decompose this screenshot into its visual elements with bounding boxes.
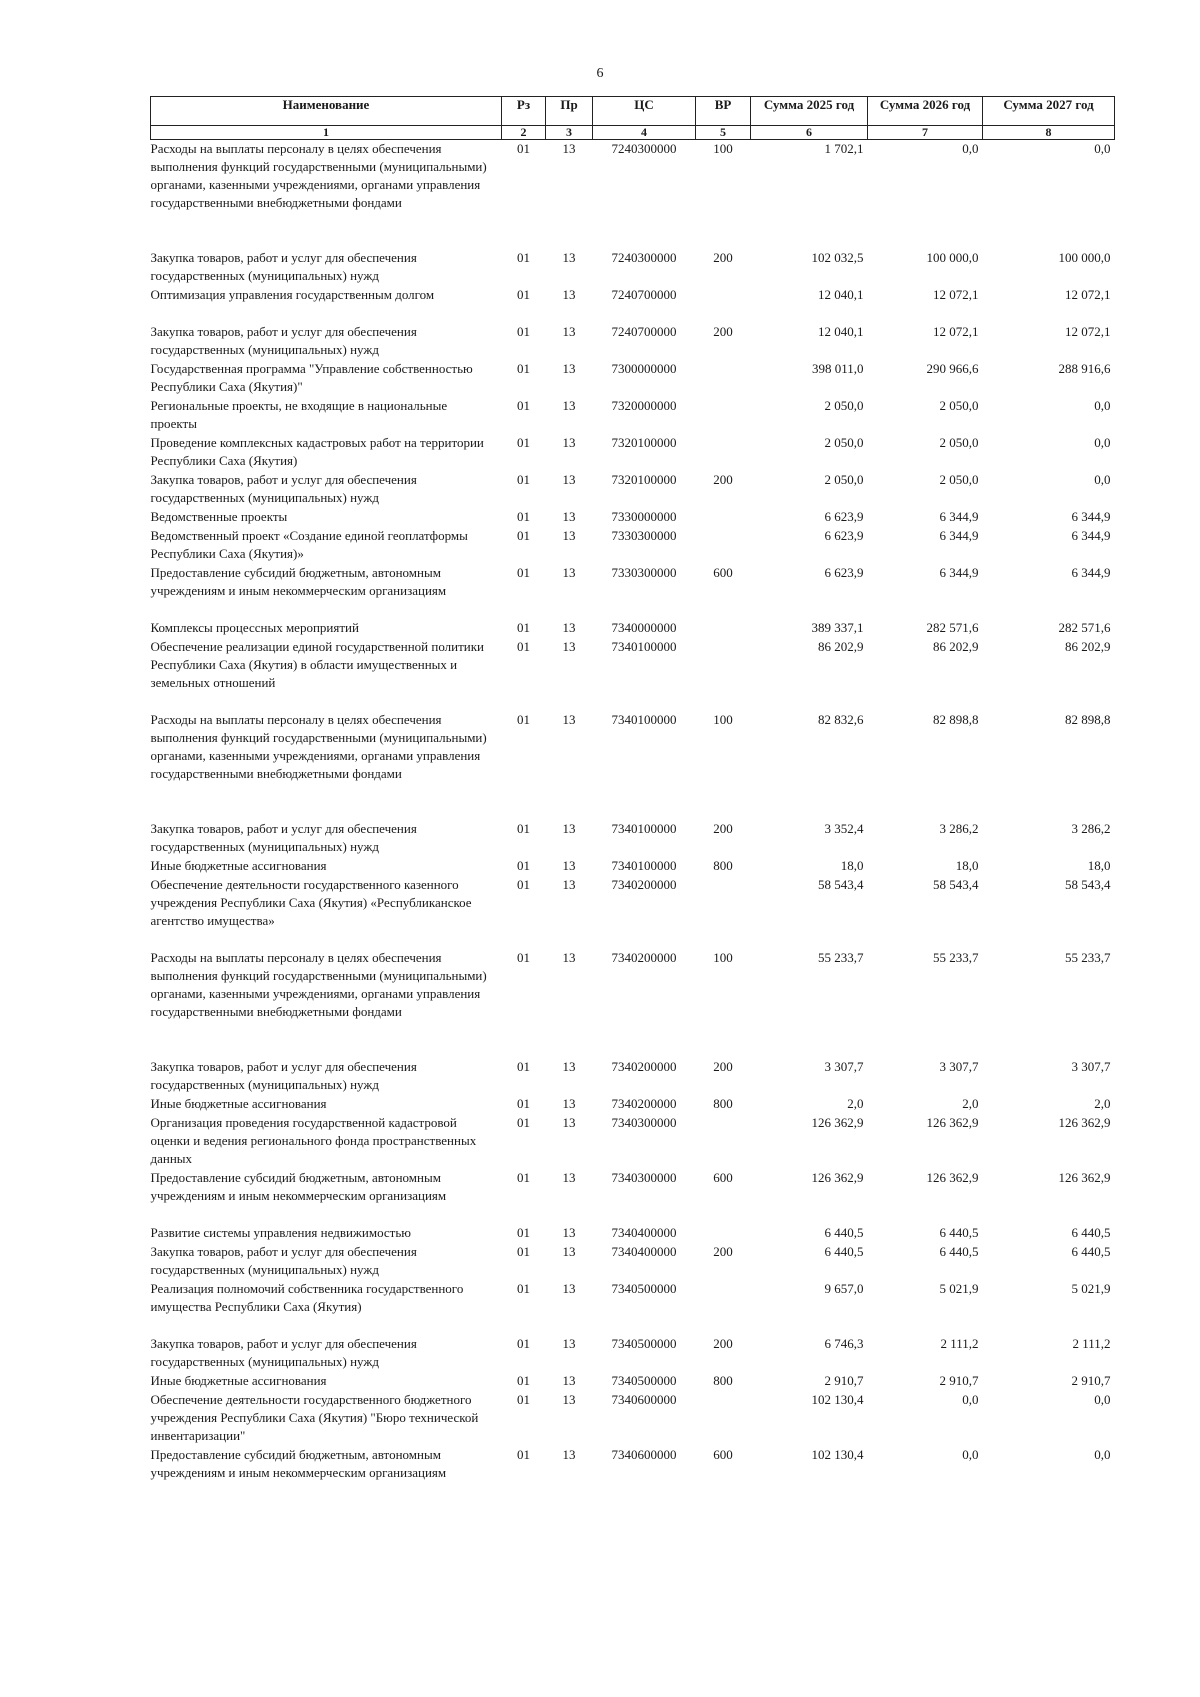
sum-2025-cell: 126 362,9 [811,1169,864,1185]
table-row [151,1446,1115,1483]
column-number: 5 [696,126,751,140]
vr-cell: 200 [713,249,733,265]
table-row [151,1243,1115,1280]
cs-cell: 7340400000 [611,1243,677,1259]
sum-2026-cell: 2 050,0 [939,471,979,487]
sum-2026-cell: 55 233,7 [933,949,979,965]
sum-2025-cell: 3 307,7 [824,1058,864,1074]
name: Реализация полномочий собственника государственного имущества Республики Саха (Якутия) [150,1280,464,1314]
vr-cell [696,1391,751,1446]
cs-cell: 7240700000 [611,323,677,339]
cs-cell: 7300000000 [611,360,677,376]
rz-cell: 01 [517,323,530,339]
sum-2026-cell: 2 111,2 [940,1335,979,1351]
sum-2025-cell: 1 702,1 [824,141,864,156]
pr-cell: 13 [562,141,576,156]
table-row [151,619,1115,638]
column-number-row [151,126,1115,140]
rz-cell: 01 [517,1335,530,1351]
cs-cell: 7320000000 [611,397,677,413]
name: Обеспечение деятельности государственного бюджетного учреждения Республики Саха (Якутия) "Бюро технической инвентаризации" [150,1391,479,1443]
vr-cell [696,286,751,323]
name: Ведомственный проект «Создание единой геоплатформы Республики Саха (Якутия)» [150,527,468,561]
sum-2027-cell: 18,0 [1087,857,1111,873]
header-sum-2025: Сумма 2025 год [751,97,868,126]
vr-cell: 600 [713,1446,733,1462]
pr-cell: 13 [562,1058,576,1074]
pr-cell: 13 [562,1224,576,1240]
vr-cell: 200 [713,820,733,836]
rz-cell: 01 [517,564,530,580]
column-number: 4 [593,126,696,140]
sum-2025-cell: 55 233,7 [818,949,864,965]
rz-cell: 01 [517,619,530,635]
name: Иные бюджетные ассигнования [150,1372,327,1388]
pr-cell: 13 [562,1372,576,1388]
sum-2025-cell: 9 657,0 [824,1280,864,1296]
header-row [151,97,1115,126]
vr-cell: 200 [713,1335,733,1351]
sum-2025-cell: 2 910,7 [824,1372,864,1388]
table-row [151,286,1115,323]
name: Закупка товаров, работ и услуг для обеспечения государственных (муниципальных) нужд [150,1243,417,1277]
sum-2025-cell: 6 623,9 [824,527,864,543]
sum-2026-cell: 0,0 [962,141,979,156]
rz-cell: 01 [517,471,530,487]
sum-2027-cell: 6 440,5 [1071,1243,1111,1259]
pr-cell: 13 [562,471,576,487]
table-row [151,1114,1115,1169]
table-row [151,140,1115,249]
name: Предоставление субсидий бюджетным, автономным учреждениям и иным некоммерческим организациям [150,564,447,598]
sum-2026-cell: 86 202,9 [933,638,979,654]
name: Иные бюджетные ассигнования [150,857,327,873]
pr-cell: 13 [562,1169,576,1185]
pr-cell: 13 [562,876,576,892]
pr-cell: 13 [562,434,576,450]
rz-cell: 01 [517,360,530,376]
header-cs: ЦС [593,97,696,126]
vr-cell: 200 [713,471,733,487]
sum-2027-cell: 100 000,0 [1058,249,1111,265]
sum-2026-cell: 2,0 [962,1095,979,1111]
name: Обеспечение реализации единой государственной политики Республики Саха (Якутия) в области имущественных и земельных отношений [150,638,484,690]
header-sum-2026: Сумма 2026 год [868,97,983,126]
sum-2027-cell: 86 202,9 [1065,638,1111,654]
sum-2025-cell: 102 130,4 [811,1391,864,1407]
sum-2026-cell: 126 362,9 [926,1114,979,1130]
vr-cell [696,876,751,949]
sum-2027-cell: 0,0 [1094,1446,1111,1462]
vr-cell: 200 [713,323,733,339]
table-row [151,711,1115,820]
table-row [151,857,1115,876]
rz-cell: 01 [517,286,530,302]
cs-cell: 7330000000 [611,508,677,524]
sum-2026-cell: 100 000,0 [926,249,979,265]
cs-cell: 7340300000 [611,1114,677,1130]
rz-cell: 01 [517,1114,530,1130]
table-row [151,360,1115,397]
pr-cell: 13 [562,564,576,580]
cs-cell: 7340300000 [611,1169,677,1185]
sum-2026-cell: 58 543,4 [933,876,979,892]
name: Закупка товаров, работ и услуг для обеспечения государственных (муниципальных) нужд [150,1335,417,1369]
sum-2026-cell: 6 344,9 [939,564,979,580]
sum-2025-cell: 398 011,0 [811,360,864,376]
vr-cell [696,1114,751,1169]
sum-2025-cell: 2 050,0 [824,471,864,487]
rz-cell: 01 [517,949,530,965]
name: Региональные проекты, не входящие в национальные проекты [150,397,448,431]
name: Ведомственные проекты [150,508,288,524]
sum-2025-cell: 126 362,9 [811,1114,864,1130]
header-rz: Рз [502,97,546,126]
name: Организация проведения государственной кадастровой оценки и ведения регионального фонда пространственных данных [150,1114,477,1166]
table-row [151,876,1115,949]
table-row [151,564,1115,619]
rz-cell: 01 [517,638,530,654]
table-row [151,1280,1115,1335]
header-vr: ВР [696,97,751,126]
table-row [151,638,1115,711]
cs-cell: 7320100000 [611,471,677,487]
table-row [151,508,1115,527]
sum-2026-cell: 2 050,0 [939,397,979,413]
rz-cell: 01 [517,508,530,524]
cs-cell: 7330300000 [611,564,677,580]
name: Государственная программа "Управление собственностью Республики Саха (Якутия)" [150,360,473,394]
sum-2026-cell: 2 910,7 [939,1372,979,1388]
sum-2025-cell: 6 440,5 [824,1224,864,1240]
pr-cell: 13 [562,1095,576,1111]
budget-table [150,96,1115,1483]
pr-cell: 13 [562,949,576,965]
vr-cell: 800 [713,1372,733,1388]
vr-cell [696,527,751,564]
rz-cell: 01 [517,1243,530,1259]
cs-cell: 7340100000 [611,857,677,873]
pr-cell: 13 [562,619,576,635]
sum-2025-cell: 2,0 [847,1095,864,1111]
sum-2027-cell: 6 344,9 [1071,508,1111,524]
sum-2026-cell: 6 440,5 [939,1243,979,1259]
rz-cell: 01 [517,820,530,836]
sum-2027-cell: 0,0 [1094,434,1111,450]
sum-2027-cell: 2,0 [1094,1095,1111,1111]
pr-cell: 13 [562,508,576,524]
table-row [151,527,1115,564]
table-row [151,1224,1115,1243]
sum-2026-cell: 6 344,9 [939,508,979,524]
sum-2025-cell: 102 032,5 [811,249,864,265]
vr-cell [696,1280,751,1335]
sum-2027-cell: 6 344,9 [1071,527,1111,543]
table-row [151,820,1115,857]
vr-cell [696,360,751,397]
cs-cell: 7320100000 [611,434,677,450]
sum-2027-cell: 6 344,9 [1071,564,1111,580]
sum-2027-cell: 288 916,6 [1058,360,1111,376]
name: Расходы на выплаты персоналу в целях обеспечения выполнения функций государственными (муниципальными) органами, казенными учреждениями, органами управления государственными внебюджетными фондами [150,711,487,781]
sum-2027-cell: 3 286,2 [1071,820,1111,836]
rz-cell: 01 [517,434,530,450]
cs-cell: 7340000000 [611,619,677,635]
pr-cell: 13 [562,1243,576,1259]
vr-cell [696,1224,751,1243]
sum-2025-cell: 6 623,9 [824,564,864,580]
cs-cell: 7340600000 [611,1446,677,1462]
sum-2027-cell: 0,0 [1094,397,1111,413]
rz-cell: 01 [517,876,530,892]
name: Предоставление субсидий бюджетным, автономным учреждениям и иным некоммерческим организациям [150,1169,447,1203]
rz-cell: 01 [517,397,530,413]
cs-cell: 7340200000 [611,1058,677,1074]
rz-cell: 01 [517,1224,530,1240]
column-number: 8 [983,126,1115,140]
rz-cell: 01 [517,1372,530,1388]
vr-cell: 600 [713,1169,733,1185]
cs-cell: 7340100000 [611,638,677,654]
table-row [151,434,1115,471]
sum-2027-cell: 2 111,2 [1072,1335,1111,1351]
sum-2026-cell: 5 021,9 [939,1280,979,1296]
vr-cell [696,397,751,434]
pr-cell: 13 [562,1446,576,1462]
name: Закупка товаров, работ и услуг для обеспечения государственных (муниципальных) нужд [150,820,417,854]
name: Расходы на выплаты персоналу в целях обеспечения выполнения функций государственными (муниципальными) органами, казенными учреждениями, органами управления государственными внебюджетными фондами [150,141,487,210]
rz-cell: 01 [517,1280,530,1296]
sum-2027-cell: 126 362,9 [1058,1114,1111,1130]
column-number: 6 [751,126,868,140]
sum-2026-cell: 82 898,8 [933,711,979,727]
sum-2027-cell: 58 543,4 [1065,876,1111,892]
table-row [151,1372,1115,1391]
cs-cell: 7330300000 [611,527,677,543]
sum-2026-cell: 3 307,7 [939,1058,979,1074]
cs-cell: 7340200000 [611,1095,677,1111]
cs-cell: 7240300000 [611,141,677,156]
sum-2027-cell: 12 072,1 [1065,323,1111,339]
table-row [151,471,1115,508]
name: Закупка товаров, работ и услуг для обеспечения государственных (муниципальных) нужд [150,471,417,505]
rz-cell: 01 [517,1095,530,1111]
sum-2026-cell: 2 050,0 [939,434,979,450]
name: Комплексы процессных мероприятий [150,619,359,635]
table-row [151,949,1115,1058]
pr-cell: 13 [562,397,576,413]
cs-cell: 7340100000 [611,820,677,836]
sum-2027-cell: 5 021,9 [1071,1280,1111,1296]
pr-cell: 13 [562,820,576,836]
vr-cell: 100 [713,949,733,965]
vr-cell: 200 [713,1243,733,1259]
vr-cell [696,619,751,638]
name: Расходы на выплаты персоналу в целях обеспечения выполнения функций государственными (муниципальными) органами, казенными учреждениями, органами управления государственными внебюджетными фондами [150,949,487,1019]
sum-2027-cell: 0,0 [1094,471,1111,487]
name: Иные бюджетные ассигнования [150,1095,327,1111]
pr-cell: 13 [562,249,576,265]
pr-cell: 13 [562,638,576,654]
sum-2026-cell: 290 966,6 [926,360,979,376]
pr-cell: 13 [562,1335,576,1351]
sum-2026-cell: 0,0 [962,1446,979,1462]
pr-cell: 13 [562,1391,576,1407]
column-number: 3 [546,126,593,140]
name: Закупка товаров, работ и услуг для обеспечения государственных (муниципальных) нужд [150,249,417,283]
vr-cell [696,638,751,711]
name: Проведение комплексных кадастровых работ на территории Республики Саха (Якутия) [150,434,484,468]
header-name: Наименование [151,97,502,126]
rz-cell: 01 [517,711,530,727]
vr-cell: 100 [713,141,733,156]
sum-2027-cell: 2 910,7 [1071,1372,1111,1388]
cs-cell: 7240300000 [611,249,677,265]
sum-2027-cell: 126 362,9 [1058,1169,1111,1185]
sum-2027-cell: 3 307,7 [1071,1058,1111,1074]
sum-2026-cell: 6 344,9 [939,527,979,543]
cs-cell: 7340200000 [611,876,677,892]
sum-2027-cell: 82 898,8 [1065,711,1111,727]
sum-2025-cell: 3 352,4 [824,820,864,836]
vr-cell: 200 [713,1058,733,1074]
vr-cell: 800 [713,857,733,873]
pr-cell: 13 [562,323,576,339]
pr-cell: 13 [562,711,576,727]
rz-cell: 01 [517,1169,530,1185]
name: Предоставление субсидий бюджетным, автономным учреждениям и иным некоммерческим организациям [150,1446,447,1480]
table-row [151,1169,1115,1224]
sum-2025-cell: 2 050,0 [824,434,864,450]
sum-2025-cell: 82 832,6 [818,711,864,727]
cs-cell: 7240700000 [611,286,677,302]
table-row [151,1058,1115,1095]
pr-cell: 13 [562,286,576,302]
cs-cell: 7340500000 [611,1280,677,1296]
table-row [151,397,1115,434]
sum-2027-cell: 6 440,5 [1071,1224,1111,1240]
sum-2027-cell: 0,0 [1094,1391,1111,1407]
name: Развитие системы управления недвижимостью [150,1224,411,1240]
table-row [151,249,1115,286]
pr-cell: 13 [562,360,576,376]
table-row [151,1095,1115,1114]
table-body [151,140,1115,1483]
header-sum-2027: Сумма 2027 год [983,97,1115,126]
pr-cell: 13 [562,1280,576,1296]
sum-2025-cell: 2 050,0 [824,397,864,413]
pr-cell: 13 [562,857,576,873]
rz-cell: 01 [517,249,530,265]
vr-cell: 800 [713,1095,733,1111]
cs-cell: 7340200000 [611,949,677,965]
rz-cell: 01 [517,1446,530,1462]
cs-cell: 7340500000 [611,1372,677,1388]
sum-2026-cell: 18,0 [955,857,979,873]
sum-2025-cell: 86 202,9 [818,638,864,654]
sum-2027-cell: 55 233,7 [1065,949,1111,965]
rz-cell: 01 [517,141,530,156]
cs-cell: 7340400000 [611,1224,677,1240]
sum-2025-cell: 18,0 [840,857,864,873]
sum-2026-cell: 0,0 [962,1391,979,1407]
sum-2025-cell: 6 746,3 [824,1335,864,1351]
page-number: 6 [596,66,604,81]
rz-cell: 01 [517,1058,530,1074]
sum-2025-cell: 6 440,5 [824,1243,864,1259]
column-number: 1 [151,126,502,140]
cs-cell: 7340100000 [611,711,677,727]
sum-2025-cell: 58 543,4 [818,876,864,892]
name: Закупка товаров, работ и услуг для обеспечения государственных (муниципальных) нужд [150,1058,417,1092]
sum-2025-cell: 389 337,1 [811,619,864,635]
sum-2025-cell: 102 130,4 [811,1446,864,1462]
table-row [151,1391,1115,1446]
vr-cell: 600 [713,564,733,580]
vr-cell [696,434,751,471]
sum-2025-cell: 6 623,9 [824,508,864,524]
name: Обеспечение деятельности государственного казенного учреждения Республики Саха (Якутия) «Республиканское агентство имущества» [150,876,472,928]
rz-cell: 01 [517,1391,530,1407]
vr-cell: 100 [713,711,733,727]
vr-cell [696,508,751,527]
rz-cell: 01 [517,527,530,543]
sum-2026-cell: 6 440,5 [939,1224,979,1240]
sum-2025-cell: 12 040,1 [818,286,864,302]
name: Закупка товаров, работ и услуг для обеспечения государственных (муниципальных) нужд [150,323,417,357]
column-number: 2 [502,126,546,140]
sum-2026-cell: 282 571,6 [926,619,979,635]
column-number: 7 [868,126,983,140]
sum-2027-cell: 282 571,6 [1058,619,1111,635]
cs-cell: 7340600000 [611,1391,677,1407]
sum-2026-cell: 3 286,2 [939,820,979,836]
sum-2026-cell: 12 072,1 [933,286,979,302]
sum-2025-cell: 12 040,1 [818,323,864,339]
pr-cell: 13 [562,1114,576,1130]
sum-2027-cell: 12 072,1 [1065,286,1111,302]
header-pr: Пр [546,97,593,126]
rz-cell: 01 [517,857,530,873]
cs-cell: 7340500000 [611,1335,677,1351]
name: Оптимизация управления государственным долгом [150,286,435,302]
sum-2026-cell: 12 072,1 [933,323,979,339]
pr-cell: 13 [562,527,576,543]
table-row [151,323,1115,360]
sum-2027-cell: 0,0 [1094,141,1111,156]
sum-2026-cell: 126 362,9 [926,1169,979,1185]
table-row [151,1335,1115,1372]
